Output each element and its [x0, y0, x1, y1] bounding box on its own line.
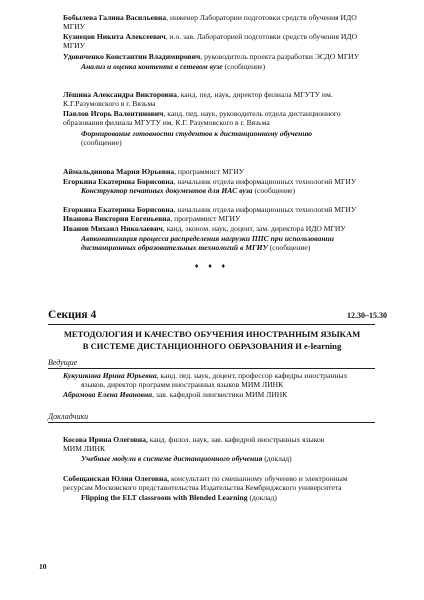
participant-line: Иванова Виктория Евгеньевна, программист МГИУ: [63, 214, 241, 223]
section-heading-line2: В СИСТЕМЕ ДИСТАНЦИОННОГО ОБРАЗОВАНИЯ И e-learning: [82, 341, 342, 351]
participant-line-cont: МГИУ: [63, 22, 86, 31]
speakers-label: Докладчики: [48, 412, 89, 421]
chair-line: Абрамова Елена Ивановна, зав. кафедрой лингвистики МИМ ЛИНК: [63, 390, 288, 399]
chair-line-cont: языков, директор программ иностранных языков МИМ ЛИНК: [81, 380, 284, 389]
speaker-line: Собещанская Юлия Олеговна, консультант по смешанному обучению и электронным: [63, 474, 348, 483]
report-title-cont: дистанционных образовательных технологий в МГИУ (сообщение): [81, 243, 311, 252]
participant-line: Егоркина Екатерина Борисовна, начальник отдела информационных технологий МГИУ: [63, 205, 357, 214]
report-title: Формирование готовности студентов к дистанционному обучению: [81, 129, 313, 138]
participant-line: Лёшина Александра Викторовна, канд. пед. наук, директор филиала МГУТУ им.: [63, 90, 333, 99]
separator-diamonds: ♦ ♦ ♦: [194, 262, 230, 270]
participant-line-cont: К.Г.Разумовского в г. Вязьма: [63, 99, 156, 108]
participant-line: Бобылева Галина Васильевна, инженер Лаборатории подготовки средств обучения ИДО: [63, 13, 357, 22]
chair-line: Кукушкина Ирина Юрьевна, канд. пед. наук, доцент, профессор кафедры иностранных: [63, 371, 348, 380]
section-time: 12.30–15.30: [347, 311, 387, 320]
speaker-line-cont: ресурсам Московского представительства Издательства Кембриджского университета: [63, 483, 342, 492]
report-note: (сообщение): [81, 138, 122, 147]
section-divider: [48, 324, 375, 325]
participant-line: Удовиченко Константин Владимирович, руководитель проекта разработки ЭСДО МГИУ: [63, 52, 360, 61]
report-title: Автоматизация процесса распределения нагрузки ППС при использовании: [81, 234, 334, 243]
speaker-report-title: Flipping the ELT classroom with Blended Learning (доклад): [81, 493, 277, 502]
participant-line-cont: МГИУ: [63, 41, 86, 50]
report-title: Анализ и оценка контента в сетевом вузе (сообщение): [81, 62, 266, 71]
speaker-line-cont: МИМ ЛИНК: [63, 444, 106, 453]
section-heading-line1: МЕТОДОЛОГИЯ И КАЧЕСТВО ОБУЧЕНИЯ ИНОСТРАННЫМ ЯЗЫКАМ: [63, 329, 361, 339]
speakers-divider: [48, 422, 375, 423]
participant-line: Аймальдинова Мария Юрьевна, программист МГИУ: [63, 167, 245, 176]
speaker-report-title: Учебные модули в системе дистанционного обучения (доклад): [81, 454, 292, 463]
chairs-divider: [48, 368, 375, 369]
report-title: Конструктор печатных документов для ИАС вуза (сообщение): [81, 186, 296, 195]
page-number: 10: [39, 562, 47, 571]
participant-line: Кузнецов Никита Алексеевич, и.о. зав. Лабораторией подготовки средств обучения ИДО: [63, 32, 358, 41]
speaker-line: Косова Ирина Олеговна, канд. филол. наук, зав. кафедрой иностранных языков: [63, 435, 325, 444]
participant-line: Павлов Игорь Валентинович, канд. пед. наук, руководитель отдела дистанционного: [63, 109, 341, 118]
section-title: Секция 4: [48, 309, 97, 321]
participant-line-cont: образования филиала МГУТУ им. К.Г. Разумовского в г. Вязьма: [63, 118, 270, 127]
chairs-label: Ведущие: [48, 358, 78, 367]
participant-line: Иванов Михаил Николаевич, канд. эконом. наук, доцент, зам. директора ИДО МГИУ: [63, 224, 346, 233]
participant-line: Егоркина Екатерина Борисовна, начальник отдела информационных технологий МГИУ: [63, 177, 357, 186]
